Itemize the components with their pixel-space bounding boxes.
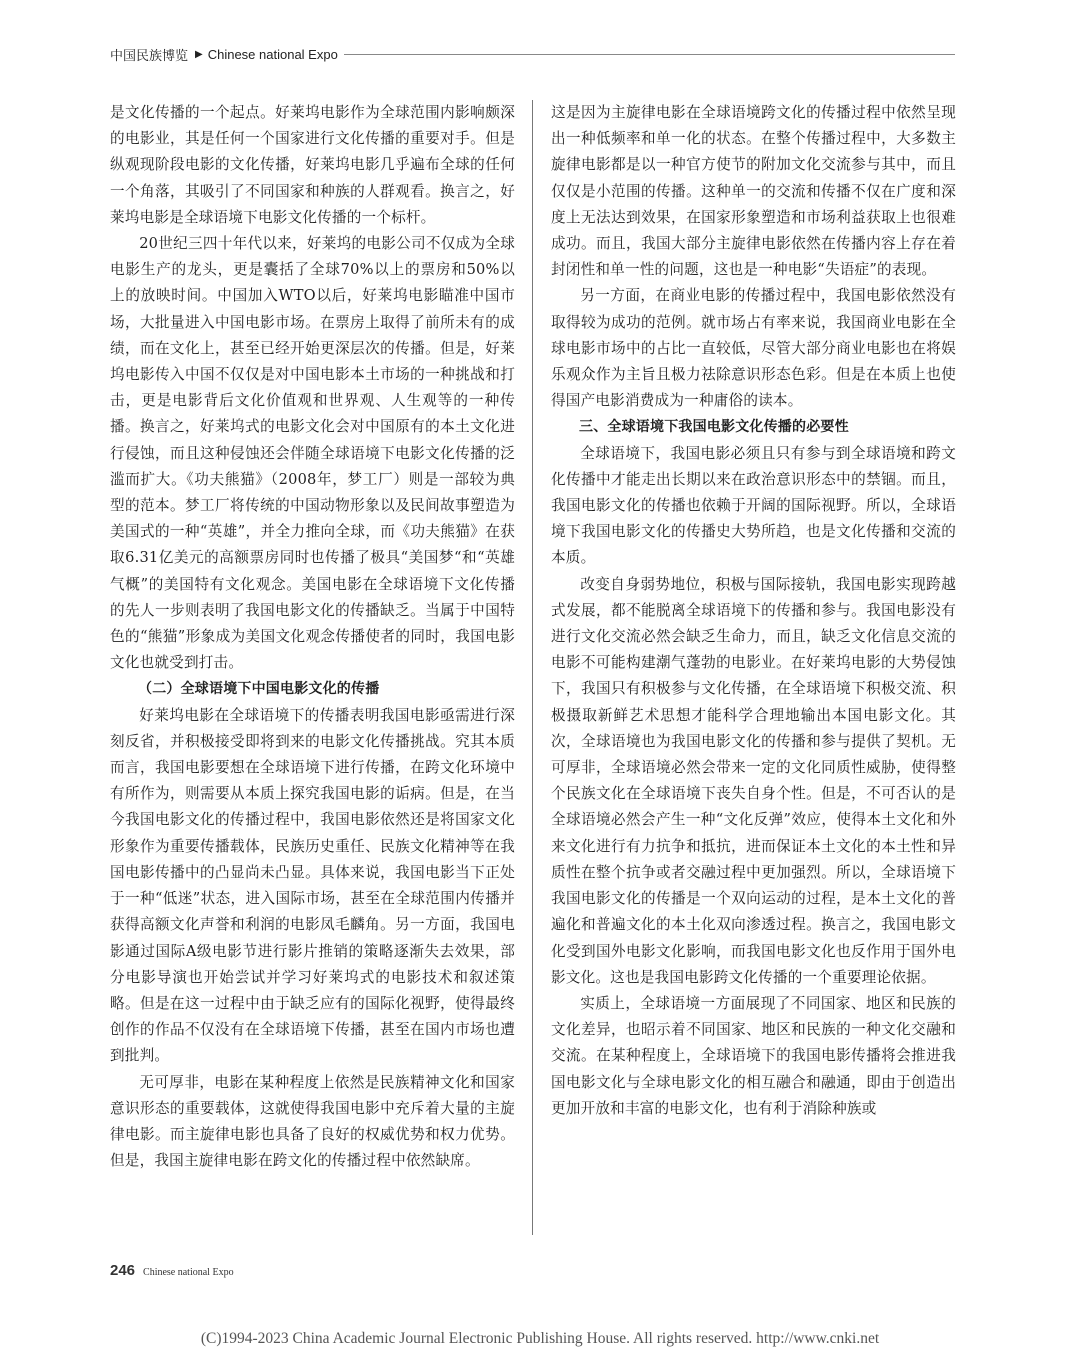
copyright-notice: (C)1994-2023 China Academic Journal Electronic Publishing House. All rights reserved. http://www.cnki.net (200, 1330, 880, 1347)
paragraph: 无可厚非，电影在某种程度上依然是民族精神文化和国家意识形态的重要载体，这就使得我国电影中充斥着大量的主旋律电影。而主旋律电影也具备了良好的权威优势和权力优势。但是，我国主旋律电影在跨文化的传播过程中依然缺席。 (110, 1073, 515, 1170)
header-arrow-icon: ▶ (195, 48, 203, 60)
page-footer (110, 1262, 234, 1279)
right-column (551, 100, 956, 1122)
header-journal-en: Chinese national Expo (207, 46, 338, 62)
column-divider (532, 100, 533, 1235)
paragraph: 20世纪三四十年代以来，好莱坞的电影公司不仅成为全球电影生产的龙头，更是囊括了全球70%以上的票房和50%以上的放映时间。中国加入WTO以后，好莱坞电影瞄准中国市场，大批量进入中国电影市场。在票房上取得了前所未有的成绩，而在文化上，甚至已经开始更深层次的传播。但是，好莱坞电影传入中国不仅仅是对中国电影本土市场的一种挑战和打击，更是电影背后文化价值观和世界观、人生观等的一种传播。换言之，好莱坞式的电影文化会对中国原有的本土文化进行侵蚀，而且这种侵蚀还会伴随全球语境下电影文化传播的泛滥而扩大。《功夫熊猫》（2008年，梦工厂）则是一部较为典型的范本。梦工厂将传统的中国动物形象以及民间故事塑造为美国式的一种“英雄”，并全力推向全球，而《功夫熊猫》在获取6.31亿美元的高额票房同时也传播了极具“美国梦“和“英雄气概”的美国特有文化观念。美国电影在全球语境下文化传播的先人一步则表明了我国电影文化的传播缺乏。当属于中国特色的“熊猫”形象成为美国文化观念传播使者的同时，我国电影文化也就受到打击。 (110, 235, 515, 672)
running-header (110, 44, 955, 64)
paragraph: 实质上，全球语境一方面展现了不同国家、地区和民族的文化差异，也昭示着不同国家、地区和民族的一种文化交融和交流。在某种程度上，全球语境下的我国电影传播将会推进我国电影文化与全球电影文化的相互融合和融通，即由于创造出更加开放和丰富的电影文化，也有利于消除种族或 (551, 994, 956, 1117)
footer-journal-name: Chinese national Expo (143, 1267, 234, 1278)
paragraph: 另一方面，在商业电影的传播过程中，我国电影依然没有取得较为成功的范例。就市场占有率来说，我国商业电影在全球电影市场中的占比一直较低，尽管大部分商业电影也在将娱乐观众作为主旨且极力祛除意识形态色彩。但是在本质上也使得国产电影消费成为一种庸俗的读本。 (551, 287, 956, 410)
header-rule (344, 54, 955, 55)
paragraph: 好莱坞电影在全球语境下的传播表明我国电影亟需进行深刻反省，并积极接受即将到来的电影文化传播挑战。究其本质而言，我国电影要想在全球语境下进行传播，在跨文化环境中有所作为，则需要从本质上探究我国电影的诟病。但是，在当今我国电影文化的传播过程中，我国电影依然还是将国家文化形象作为重要传播载体，民族历史重任、民族文化精神等在我国电影传播中的凸显尚未凸显。具体来说，我国电影当下正处于一种“低迷”状态，进入国际市场，甚至在全球范围内传播并获得高额文化声誉和利润的电影凤毛麟角。另一方面，我国电影通过国际A级电影节进行影片推销的策略逐渐失去效果，部分电影导演也开始尝试并学习好莱坞式的电影技术和叙述策略。但是在这一过程中由于缺乏应有的国际化视野，使得最终创作的作品不仅没有在全球语境下传播，甚至在国内市场也遭到批判。 (110, 706, 515, 1065)
paragraph: 这是因为主旋律电影在全球语境跨文化的传播过程中依然呈现出一种低频率和单一化的状态。在整个传播过程中，大多数主旋律电影都是以一种官方使节的附加文化交流参与其中，而且仅仅是小范围的传播。这种单一的交流和传播不仅在广度和深度上无法达到效果，在国家形象塑造和市场利益获取上也很难成功。而且，我国大部分主旋律电影依然在传播内容上存在着封闭性和单一性的问题，这也是一种电影“失语症”的表现。 (551, 104, 956, 279)
page-number: 246 (110, 1262, 136, 1279)
section-heading: 三、全球语境下我国电影文化传播的必要性 (579, 419, 849, 436)
header-journal-cn: 中国民族博览 (110, 48, 189, 64)
paragraph: 是文化传播的一个起点。好莱坞电影作为全球范围内影响颇深的电影业，其是任何一个国家进行文化传播的重要对手。但是纵观现阶段电影的文化传播，好莱坞电影几乎遍布全球的任何一个角落，其吸引了不同国家和种族的人群观看。换言之，好莱坞电影是全球语境下电影文化传播的一个标杆。 (110, 104, 515, 226)
paragraph: 改变自身弱势地位，积极与国际接轨，我国电影实现跨越式发展，都不能脱离全球语境下的传播和参与。我国电影没有进行文化交流必然会缺乏生命力，而且，缺乏文化信息交流的电影不可能构建潮气蓬勃的电影业。在好莱坞电影的大势侵蚀下，我国只有积极参与文化传播，在全球语境下积极交流、积极摄取新鲜艺术思想才能科学合理地输出本国电影文化。其次，全球语境也为我国电影文化的传播和参与提供了契机。无可厚非，全球语境必然会带来一定的文化同质性威胁，使得整个民族文化在全球语境下丧失自身个性。但是，不可否认的是全球语境必然会产生一种“文化反弹”效应，使得本土文化和外来文化进行有力抗争和抵抗，进而保证本土文化的本土性和异质性在整个抗争或者交融过程中更加强烈。所以，全球语境下我国电影文化的传播是一个双向运动的过程，是本土文化的普遍化和普遍文化的本土化双向渗透过程。换言之，我国电影文化受到国外电影文化影响，而我国电影文化也反作用于国外电影文化。这也是我国电影跨文化传播的一个重要理论依据。 (551, 575, 956, 986)
paragraph: 全球语境下，我国电影必须且只有参与到全球语境和跨文化传播中才能走出长期以来在政治意识形态中的禁锢。而且，我国电影文化的传播也依赖于开阔的国际视野。所以，全球语境下我国电影文化的传播史大势所趋，也是文化传播和交流的本质。 (551, 444, 956, 567)
left-column (110, 100, 515, 1174)
section-heading: （二）全球语境下中国电影文化的传播 (138, 681, 380, 698)
